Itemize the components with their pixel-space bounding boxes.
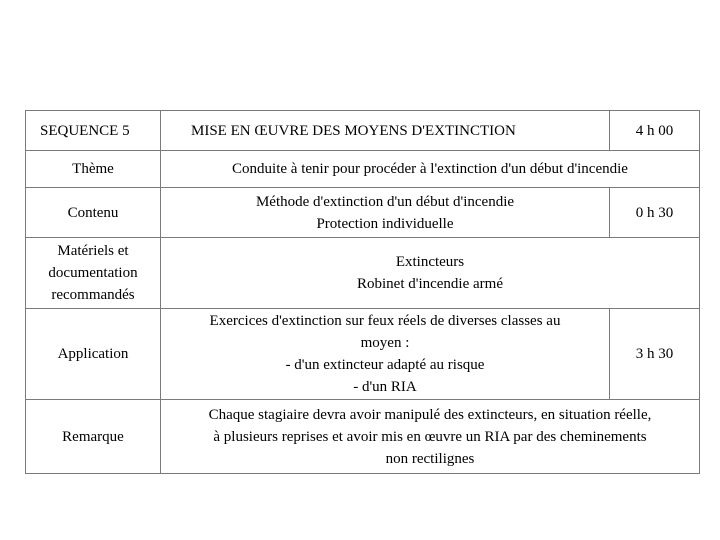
- sequence-title: MISE EN ŒUVRE DES MOYENS D'EXTINCTION: [160, 110, 610, 151]
- theme-label: Thème: [25, 150, 161, 188]
- theme-value: Conduite à tenir pour procéder à l'extinction d'un début d'incendie: [160, 150, 700, 188]
- sequence-duration: 4 h 00: [609, 110, 700, 151]
- application-label: Application: [25, 308, 161, 400]
- remarque-label: Remarque: [25, 399, 161, 474]
- contenu-label: Contenu: [25, 187, 161, 238]
- remarque-value: Chaque stagiaire devra avoir manipulé des extincteurs, en situation réelle, à plusieurs reprises et avoir mis en œuvre un RIA par des cheminements non rectilignes: [160, 399, 700, 474]
- application-duration: 3 h 30: [609, 308, 700, 400]
- contenu-value: Méthode d'extinction d'un début d'incendie Protection individuelle: [160, 187, 610, 238]
- application-value: Exercices d'extinction sur feux réels de diverses classes au moyen : - d'un extincteur adapté au risque - d'un RIA: [160, 308, 610, 400]
- materiels-label: Matériels et documentation recommandés: [25, 237, 161, 309]
- sequence-label: SEQUENCE 5: [25, 110, 161, 151]
- materiels-value: Extincteurs Robinet d'incendie armé: [160, 237, 700, 309]
- contenu-duration: 0 h 30: [609, 187, 700, 238]
